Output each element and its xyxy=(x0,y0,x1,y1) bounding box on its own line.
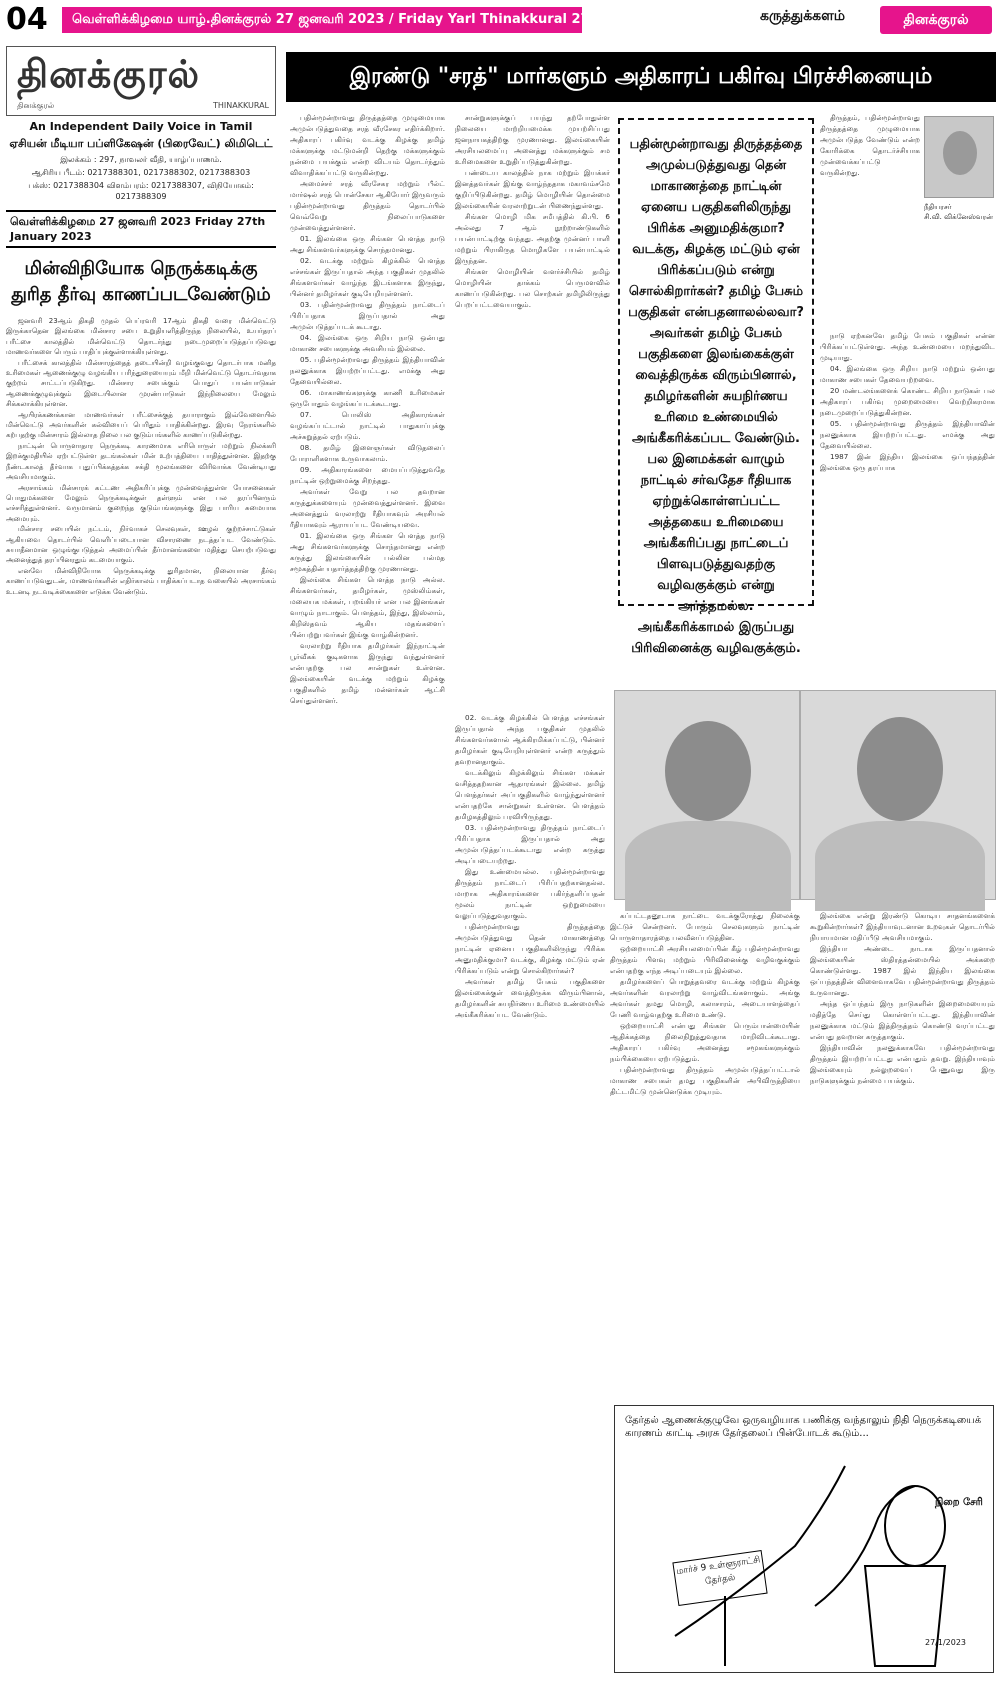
date-band: வெள்ளிக்கிழமை யாழ்.தினக்குரல் 27 ஜனவரி 2023 / Friday Yarl Thinakkural 27 January 2023 xyxy=(62,7,582,33)
author-caption-title: நீதியரசர் xyxy=(924,203,952,211)
left-column xyxy=(6,46,276,1676)
editorial-paragraph: பரீட்சைக் காலத்தில் மின்சாரத்தைத் தடையின்றி வழங்குவது தொடர்பாக மனித உரிமைகள் ஆணைக்குழு வழங்கிய பரிந்துரையையும் மீறி மின்வெட்டு தொடர்வதாக குற்றம் சாட்டப்படுகிறது. மின்சார சபைக்கும் பொதுப் பயன்பாடுகள் ஆணைக்குழுவுக்கும் இடையிலான முரண்பாடுகள் இந்நிலையை மேலும் சிக்கலாக்கியுள்ளன. xyxy=(6,358,276,409)
page-header xyxy=(0,0,1000,40)
editorial-paragraph: எனவே மின்விநியோக நெருக்கடிக்கு துரிதமான, நிலையான தீர்வு காணப்படுவதுடன், மாணவர்களின் எதிர்காலம் பாதிக்கப்படாத வகையில் அரசாங்கம் உடனடி நடவடிக்கைகளை எடுக்க வேண்டும். xyxy=(6,566,276,596)
editorial-cartoon xyxy=(614,1405,994,1673)
article-paragraph: சான்றுகளுக்குப் பயந்து தற்போதுள்ள நிலையை மாற்றியமைக்க முயற்சிப்பது ஜனநாயகத்திற்கு முரணானது. இலங்கையின் அரசியலமைப்பு அனைத்து மக்களுக்கும் சம உரிமைகளை உறுதிப்படுத்துகின்றது. xyxy=(455,113,610,166)
editorial-paragraph: ஜனவரி 23ஆம் திகதி முதல் பெப்ரவரி 17ஆம் திகதி வரை மின்வெட்டு இருக்காதென இலங்கை மின்சார சபை உறுதியளித்திருந்த நிலையில், உயர்தரப் பரீட்சை காலத்தில் மின்வெட்டு தொடர்ந்து நடைமுறைப்படுத்தப்படுவது மாணவர்களை பெரும் பாதிப்புக்குள்ளாக்கியுள்ளது. xyxy=(6,317,276,357)
address: இலக்கம் : 297, நாவலர் வீதி, யாழ்ப்பாணம். xyxy=(60,155,222,164)
article-column-4 xyxy=(820,330,995,712)
logo-text: தினக்குரல் xyxy=(17,51,201,96)
photo-sarath-weerasekara xyxy=(800,690,996,900)
article-paragraph: 02. வடக்கு கிழக்கில் பௌத்த எச்சங்கள் இருப்பதால் அந்த பகுதிகள் முதலில் சிங்களவர்களால் ஆக்கிரமிக்கப்பட்டு, பின்னர் தமிழர்கள் குடியேறியுள்ளனர் என்ற கருத்தும் தவறானதாகும். xyxy=(455,713,605,766)
cartoon-signature: 27/1/2023 xyxy=(925,1638,967,1647)
article-paragraph: 09. அதிகாரங்களை மையப்படுத்துவதே நாட்டின் ஒற்றுமைக்கு சிறந்தது. xyxy=(290,465,445,485)
article-paragraph: வடக்கிலும் கிழக்கிலும் சிங்கள மக்கள் வசித்ததற்கான ஆதாரங்கள் இல்லை. தமிழ் பௌத்தர்கள் அப்பகுதிகளில் வாழ்ந்துள்ளனர் என்பதற்கே சான்றுகள் உள்ளன. பௌத்தம் தமிழகத்திலும் பரவியிருந்தது. xyxy=(455,768,605,821)
article-paragraph: இந்தியாவின் நலனுக்காகவே பதின்மூன்றாவது திருத்தம் இயற்றப்பட்டது என்பதும் தவறு. இந்தியாவும் இலங்கையும் நல்லுறவைப் பேணுவது இரு நாடுகளுக்கும் நன்மை பயக்கும். xyxy=(810,1043,995,1085)
article-paragraph: தமிழர்களைப் பொறுத்தவரை வடக்கு மற்றும் கிழக்கு அவர்களின் வரலாற்று வாழ்விடங்களாகும். அங்கு அவர்கள் தமது மொழி, கலாசாரம், அடையாளத்தைப் பேணி வாழ்வதற்கு உரிமை உண்டு. xyxy=(610,977,800,1019)
photo-body xyxy=(625,821,791,911)
editorial-paragraph: அரசாங்கம் மின்சாரக் கட்டண அதிகரிப்புக்கு முன்வைத்துள்ள யோசனைகள் பொதுமக்களை மேலும் நெருக்கடிக்குள் தள்ளும் என பல தரப்பினரும் எச்சரித்துள்ளனர். வருமானம் குறைந்த குடும்பங்களுக்கு இது பாரிய சுமையாக அமையும். xyxy=(6,483,276,523)
article-paragraph: 02. வடக்கு மற்றும் கிழக்கில் பௌத்த எச்சங்கள் இருப்பதால் அந்த பகுதிகள் முதலில் சிங்களவர்கள் வாழ்ந்த இடங்களாக இருந்து, பின்னர் தமிழர்கள் குடியேறியுள்ளனர். xyxy=(290,256,445,298)
article-paragraph: ஒற்றையாட்சி அரசியலமைப்பின் கீழ் பதின்மூன்றாவது திருத்தம் பிளவு மற்றும் பிரிவினைக்கு வழிவகுக்கும் என்பதற்கு எந்த அடிப்படையும் இல்லை. xyxy=(610,944,800,975)
editorial-paragraph: ஆயிரக்கணக்கான மாணவர்கள் பரீட்சைக்குத் தயாராகும் இவ்வேளையில் மின்வெட்டு அவர்களின் கல்வியைப் பெரிதும் பாதிக்கின்றது. இரவு நேரங்களில் கற்பதற்கு மின்சாரம் இல்லாத நிலை பல குடும்பங்களில் காணப்படுகின்றது. xyxy=(6,410,276,440)
article-paragraph: பதின்மூன்றாவது திருத்தத்தை முழுமையாக அமுல்படுத்துவதை சரத் வீரசேகர எதிர்க்கிறார். அதிகாரப் பகிர்வு வடக்கு கிழக்கு தமிழ் மக்களுக்கு மட்டுமன்றி தெற்கு மக்களுக்கும் நன்மை பயக்கும் என்ற விடயம் தொடர்ந்தும் விவாதிக்கப்பட்டு வருகின்றது. xyxy=(290,113,445,177)
phones: ஆசிரிய பீடம்: 0217388301, 0217388302, 0217388303 xyxy=(31,168,251,177)
article-paragraph: அவர்கள் வேறு பல தவறான கருத்துக்களையும் முன்வைத்துள்ளனர். இவை அனைத்தும் வரலாற்று ரீதியாகவும் அரசியல் ரீதியாகவும் ஆராயப்பட வேண்டியவை. xyxy=(290,487,445,529)
article-paragraph: திருத்தம், பதின்மூன்றாவது திருத்தத்தை முழுமையாக அமுல்படுத்த வேண்டும் என்ற கோரிக்கை தொடர்ச்சியாக முன்வைக்கப்பட்டு வருகின்றது. xyxy=(820,113,920,177)
article-paragraph: 01. இலங்கை ஒரு சிங்கள பௌத்த நாடு அது சிங்களவர்களுக்கு சொந்தமானது. xyxy=(290,234,445,254)
article-paragraph: இலங்கை என்று இரண்டு கொடிய சாதனங்களைக் கூறுகின்றார்கள்? இந்தியாவுடனான உறவுகள் தொடர்பில் நியாயமான மதிப்பீடு அவசியமாகும். xyxy=(810,911,995,942)
article-paragraph: நாடு ஏற்கனவே தமிழ் பேசும் பகுதிகள் என்ன பிரிக்கப்பட்டுள்ளது. அந்த உண்மையை மறந்துவிட முடியாது. xyxy=(820,331,995,362)
page-number: 04 xyxy=(6,2,48,37)
masthead-date: வெள்ளிக்கிழமை 27 ஜனவரி 2023 Friday 27th January 2023 xyxy=(6,210,276,248)
photo-head xyxy=(665,721,751,821)
author-face xyxy=(943,131,977,175)
article-paragraph: இலங்கை சிங்கள பௌத்த நாடு அல்ல. சிங்களவர்கள், தமிழர்கள், முஸ்லிம்கள், மலையக மக்கள், பறங்கியர் என பல இனங்கள் வாழும் நாடாகும். பௌத்தம், இந்து, இஸ்லாம், கிறிஸ்தவம் ஆகிய மதங்களைப் பின்பற்றுபவர்கள் இங்கு வாழ்கின்றனர். xyxy=(290,575,445,639)
article-paragraph: இது உண்மையல்ல. பதின்மூன்றாவது திருத்தம் நாட்டைப் பிரிப்பதற்கானதல்ல. மாறாக அதிகாரங்களை பகிர்ந்தளிப்பதன் மூலம் நாட்டின் ஒற்றுமையை வலுப்படுத்துவதாகும். xyxy=(455,867,605,920)
article-column-3 xyxy=(610,910,800,1396)
pull-quote: பதின்மூன்றாவது திருத்தத்தை அமுல்படுத்துவது தென் மாகாணத்தை நாட்டின் ஏனைய பகுதிகளிலிருந்து பிரிக்க அனுமதிக்குமா? வடக்கு, கிழக்கு மட்டும் ஏன் பிரிக்கப்படும் என்று சொல்கிறார்கள்? தமிழ் பேசும் பகுதிகள் என்பதனாலல்லவா? அவர்கள் தமிழ் பேசும் பகுதிகளை இலங்கைக்குள் வைத்திருக்க விரும்பினால், தமிழர்களின் சுயநிர்ணய உரிமை உண்மையில் அங்கீகரிக்கப்பட வேண்டும். பல இனமக்கள் வாழும் நாட்டில் சர்வதேச ரீதியாக ஏற்றுக்கொள்ளப்பட்ட அத்தகைய உரிமையை அங்கீகரிப்பது நாட்டைப் பிளவுபடுத்துவதற்கு வழிவகுக்கும் என்று அர்த்தமல்ல. அங்கீகரிக்காமல் இருப்பது பிரிவினைக்கு வழிவகுக்கும். xyxy=(618,118,814,606)
photo-sarath-fonseka xyxy=(614,690,800,900)
author-caption-name: சி.வி. விக்னேஸ்வரன் xyxy=(924,213,993,221)
article-column-5 xyxy=(810,910,995,1396)
article-paragraph: பதின்மூன்றாவது திருத்தத்தை அமுல்படுத்துவது தென் மாகாணத்தை நாட்டின் ஏனைய பகுதிகளிலிருந்து பிரிக்க அனுமதிக்குமா? வடக்கு, கிழக்கு மட்டும் ஏன் பிரிக்கப்படும் என்று சொல்கிறார்கள்? xyxy=(455,922,605,975)
article-paragraph: 04. இலங்கை ஒரு சிறிய நாடு மற்றும் ஒன்பது மாகாண சபைகள் தேவையற்றவை. xyxy=(820,364,995,384)
editorial-title xyxy=(6,256,276,308)
article-paragraph: 05. பதின்மூன்றாவது திருத்தம் இந்தியாவின் நலனுக்காக இயற்றப்பட்டது. எமக்கு அது தேவையில்லை. xyxy=(290,355,445,386)
section-title: கருத்துக்களம் xyxy=(760,8,845,24)
article-paragraph: அமைச்சர் சரத் வீரசேகர மற்றும் பீல்ட் மார்ஷல் சரத் பொன்சேகா ஆகியோர் இருவரும் பதின்மூன்றாவது திருத்தம் தொடர்பில் வெவ்வேறு நிலைப்பாடுகளை முன்வைத்துள்ளனர். xyxy=(290,179,445,232)
article-paragraph: 03. பதின்மூன்றாவது திருத்தம் நாட்டைப் பிரிப்பதாக இருப்பதால் அது அமுல்படுத்தப்படக் கூடாது. xyxy=(290,300,445,331)
brand-logo: தினக்குரல் xyxy=(880,6,992,34)
article-column-1 xyxy=(290,112,445,1670)
article-column-2-lower xyxy=(455,712,605,1670)
article-paragraph: ஒற்றையாட்சி என்பது சிங்கள பெரும்பான்மையின் ஆதிக்கத்தை நிலைநிறுத்துவதாக மாறிவிடக்கூடாது. அதிகாரப் பகிர்வு அனைத்து சமூகங்களுக்கும் நம்பிக்கையை ஏற்படுத்தும். xyxy=(610,1021,800,1063)
article-headline: இரண்டு "சரத்" மார்களும் அதிகாரப் பகிர்வு பிரச்சினையும் xyxy=(286,52,996,102)
article-paragraph: பதின்மூன்றாவது திருத்தம் அமுல்படுத்தப்பட்டால் மாகாண சபைகள் தமது பகுதிகளின் அபிவிருத்தியை திட்டமிட்டு முன்னெடுக்க முடியும். xyxy=(610,1065,800,1096)
article-paragraph: அவர்கள் தமிழ் பேசும் பகுதிகளை இலங்கைக்குள் வைத்திருக்க விரும்பினால், தமிழர்களின் சுயநிர்ணய உரிமை உண்மையில் அங்கீகரிக்கப்பட வேண்டும். xyxy=(455,977,605,1019)
cartoon-sign: மார்ச் 9 உள்ளூராட்சி தேர்தல் xyxy=(672,1550,767,1606)
article-paragraph: சிங்கள மொழியின் வளர்ச்சியில் தமிழ் மொழியின் தாக்கம் பெருமளவில் காணப்படுகின்றது. பல சொற்கள் தமிழிலிருந்து பெறப்பட்டவையாகும். xyxy=(455,267,610,309)
cartoon-speech: தேர்தல் ஆணைக்குழுவே ஒருவழியாக பணிக்கு வந்தாலும் நிதி நெருக்கடியைக் காரணம் காட்டி அரசு தேர்தலைப் பின்போடக் கூடும்... xyxy=(625,1415,982,1439)
editorial-paragraph: மின்சார சபையின் நட்டம், நிர்வாகச் செலவுகள், ஊழல் குற்றச்சாட்டுகள் ஆகியவை தொடர்பில் வெளிப்படையான விசாரணை நடத்தப்பட வேண்டும். சுயாதீனமான ஒழுங்குபடுத்தல் அமைப்பின் தீர்மானங்களை மதித்து செயற்படுவது அனைத்துத் தரப்பினரதும் கடமையாகும். xyxy=(6,525,276,565)
publisher: ஏசியன் மீடியா பப்ளிகேஷன் (பிரைவேட்) லிமிடெட் xyxy=(9,137,273,150)
article-paragraph: இந்தியா அண்டை நாடாக இருப்பதனால் இலங்கையின் ஸ்திரத்தன்மையில் அக்கறை கொண்டுள்ளது. 1987 இல் இந்திய இலங்கை ஒப்பந்தத்தின் விளைவாகவே பதின்மூன்றாவது திருத்தம் உருவானது. xyxy=(810,944,995,997)
author-photo xyxy=(924,116,994,198)
article-paragraph: 03. பதின்மூன்றாவது திருத்தம் நாட்டைப் பிரிப்பதாக இருப்பதால் அது அமுல்படுத்தப்படக்கூடாது என்ற கருத்து அடிப்படையற்றது. xyxy=(455,823,605,865)
article-paragraph: 08. தமிழ் இளைஞர்கள் விடுதலைப் போராளிகளாக உருவாகலாம். xyxy=(290,443,445,463)
photo-body xyxy=(815,821,985,911)
logo-subtitle-tamil: தினக்குரல் xyxy=(17,101,55,110)
article-paragraph: 04. இலங்கை ஒரு சிறிய நாடு ஒன்பது மாகாண சபைகளுக்கு அவசியம் இல்லை. xyxy=(290,333,445,353)
article-paragraph: 05. பதின்மூன்றாவது திருத்தம் இந்தியாவின் நலனுக்காக இயற்றப்பட்டது. எமக்கு அது தேவையில்லை. xyxy=(820,419,995,450)
editorial-title-line-2: துரித தீர்வு காணப்படவேண்டும் xyxy=(11,284,271,305)
photo-head xyxy=(857,717,943,821)
article-paragraph: வரலாற்று ரீதியாக தமிழர்கள் இந்நாட்டின் பூர்வீகக் குடிகளாக இருந்து வந்துள்ளனர் என்பதற்கு பல சான்றுகள் உள்ளன. இலங்கையின் வடக்கு மற்றும் கிழக்கு பகுதிகளில் தமிழ் மன்னர்கள் ஆட்சி செய்துள்ளனர். xyxy=(290,641,445,705)
editorial-paragraph: நாட்டின் பொருளாதார நெருக்கடி காரணமாக எரிபொருள் மற்றும் நிலக்கரி இறக்குமதியில் ஏற்பட்டுள்ள தடங்கல்கள் மின் உற்பத்தியை பாதித்துள்ளன. இதற்கு நீண்டகாலத் தீர்வாக புதுப்பிக்கத்தக்க சக்தி மூலங்களை விரிவாக்க வேண்டியது அவசியமாகும். xyxy=(6,441,276,482)
article-paragraph: 01. இலங்கை ஒரு சிங்கள பௌத்த நாடு அது சிங்களவர்களுக்கு சொந்தமானது என்ற கருத்து இலங்கையின் பல்லின பல்மத சமூகத்தின் யதார்த்தத்திற்கு முரணானது. xyxy=(290,531,445,573)
masthead-logo xyxy=(6,46,276,116)
article-paragraph: அந்த ஒப்பந்தம் இரு நாடுகளின் இறைமையையும் மதித்தே செய்து கொள்ளப்பட்டது. இந்தியாவின் நலனுக்காக மட்டும் இத்திருத்தம் கொண்டு வரப்பட்டது என்பது தவறான கருத்தாகும். xyxy=(810,999,995,1041)
article-column-2 xyxy=(455,112,610,712)
article-paragraph: 20 மண்டலங்களைக் கொண்ட சிறிய நாடுகள் பல அதிகாரப் பகிர்வு முறைமையை வெற்றிகரமாக நடைமுறைப்படுத்துகின்றன. xyxy=(820,386,995,417)
editorial-body xyxy=(6,316,276,1706)
author-caption xyxy=(924,202,994,222)
logo-subtitle-english: THINAKKURAL xyxy=(212,101,269,110)
article-paragraph: 06. மாகாணங்களுக்கு காணி உரிமைகள் ஒருபோதும் வழங்கப்படக்கூடாது. xyxy=(290,388,445,408)
article-paragraph: கப்பட்டதனூடாக நாட்டை வடக்குரோத்து நிலைக்கு இட்டுச் சென்றனர். போரும் செலவுகளும் நாட்டின் பொருளாதாரத்தை பலவீனப்படுத்தின. xyxy=(610,911,800,942)
cartoon-drawing xyxy=(615,1406,995,1674)
article-column-4-top xyxy=(820,112,920,322)
article-paragraph: சிங்கள மொழி மிக சமீபத்தில் கி.பி. 6 அல்லது 7 ஆம் நூற்றாண்டுகளில் பயன்பாட்டிற்கு வந்தது. அதற்கு முன்னர் பாளி மற்றும் பிராகிருத மொழிகளே பயன்பாட்டில் இருந்தன. xyxy=(455,212,610,265)
article-paragraph: பண்டைய காலத்தில் நாக மற்றும் இயக்கர் இனத்தவர்கள் இங்கு வாழ்ந்ததாக மகாவம்சமே குறிப்பிடுகின்றது. தமிழ் மொழியின் தொன்மை இலங்கையின் வரலாற்றுடன் பிணைந்துள்ளது. xyxy=(455,168,610,210)
article-paragraph: 07. பொலிஸ் அதிகாரங்கள் வழங்கப்பட்டால் நாட்டில் பாதுகாப்புக்கு அச்சுறுத்தல் ஏற்படும். xyxy=(290,410,445,441)
fax: பக்ஸ்: 0217388304 விளம்பரம்: 0217388307, விநியோகம்: 0217388309 xyxy=(28,181,254,201)
cartoon-label: நிறை சேரி xyxy=(935,1497,983,1508)
editorial-title-line-1: மின்விநியோக நெருக்கடிக்கு xyxy=(24,258,258,279)
tagline: An Independent Daily Voice in Tamil xyxy=(29,120,253,133)
article-paragraph: 1987 இன் இந்திய இலங்கை ஒப்பந்தத்தின் இலங்கை ஒரு தரப்பாக xyxy=(820,452,995,472)
